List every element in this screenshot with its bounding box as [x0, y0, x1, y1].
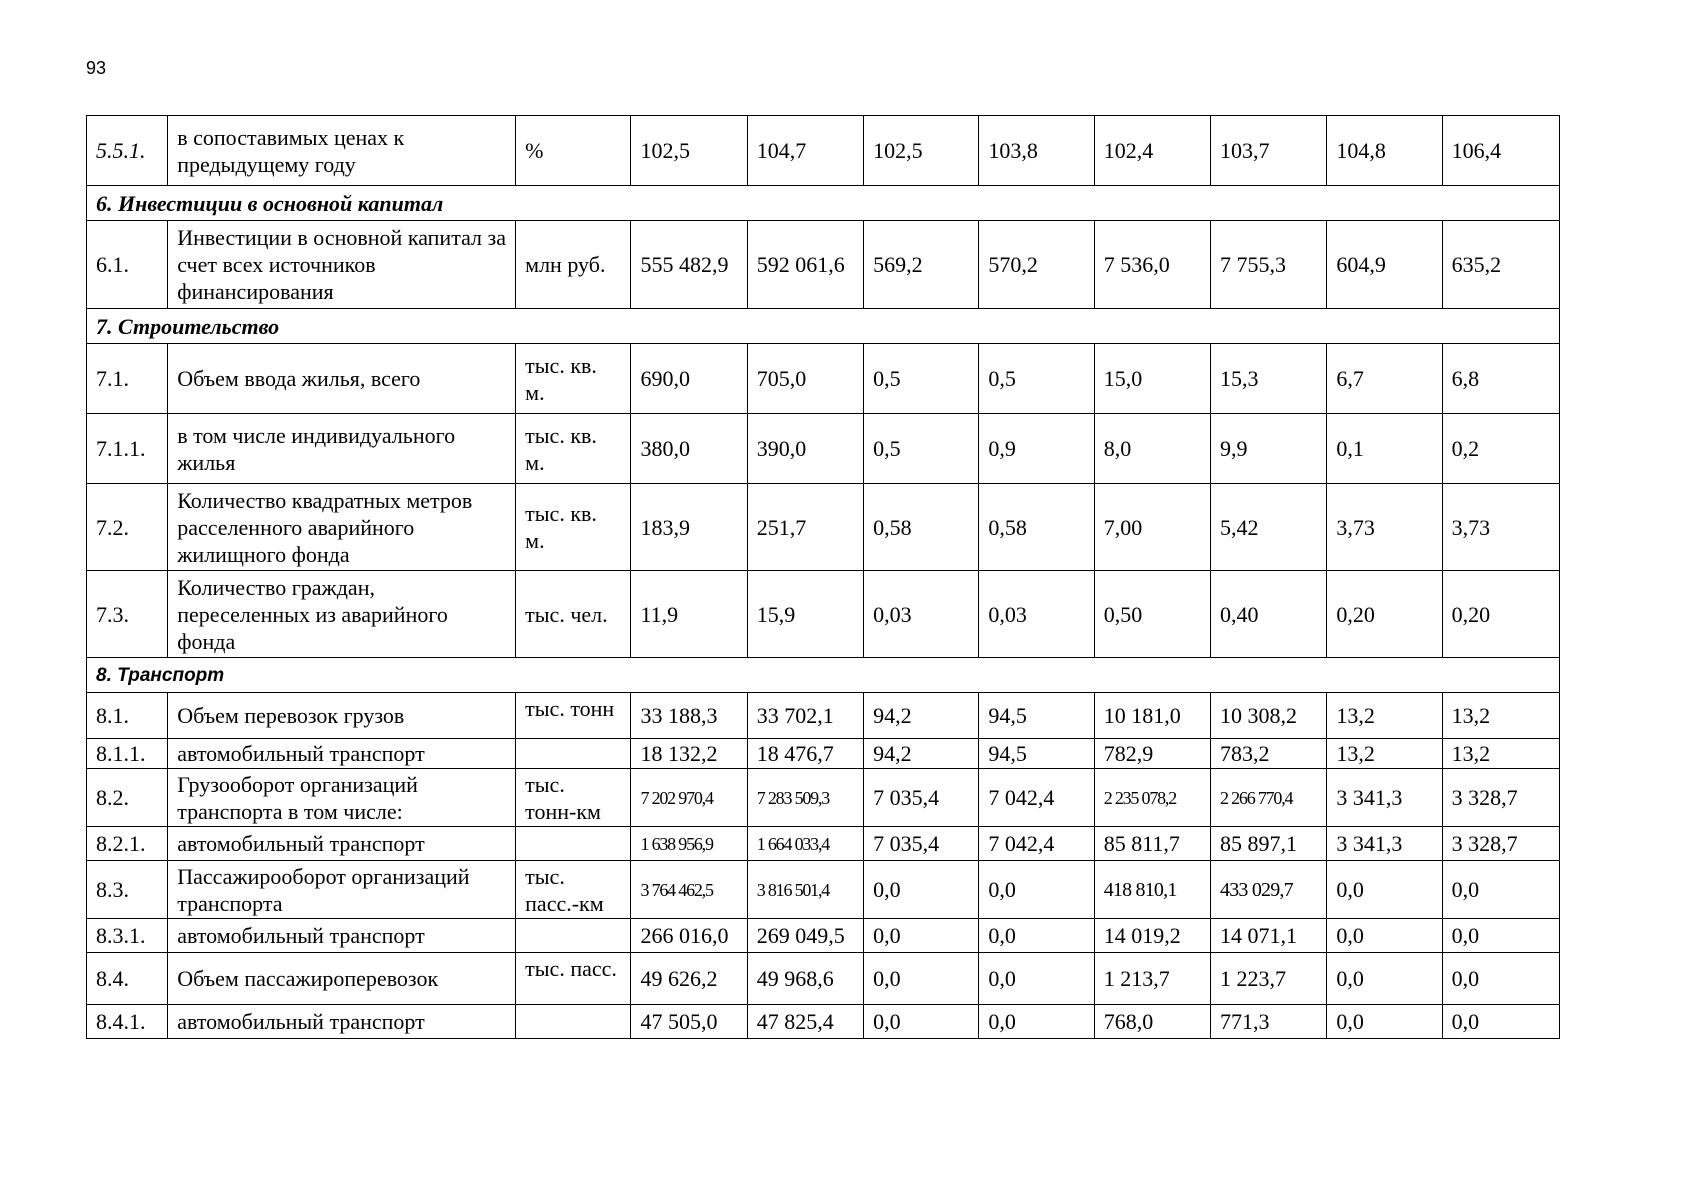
value-cell: 104,7 — [747, 116, 863, 186]
row-code: 7.1. — [87, 344, 168, 414]
value-cell: 592 061,6 — [747, 221, 863, 309]
section-row — [87, 309, 1560, 344]
value-cell: 9,9 — [1211, 414, 1327, 484]
row-code: 8.4.1. — [87, 1005, 168, 1039]
indicators-table — [86, 115, 1560, 1039]
value-cell: 7 042,4 — [979, 769, 1094, 827]
value-cell: 555 482,9 — [631, 221, 747, 309]
value-cell: 783,2 — [1211, 739, 1327, 769]
value-cell: 103,7 — [1211, 116, 1327, 186]
row-code: 6.1. — [87, 221, 168, 309]
value-cell: 0,58 — [864, 484, 979, 571]
row-name: Объем пассажироперевозок — [168, 953, 516, 1005]
table-row — [87, 344, 1560, 414]
row-unit — [516, 919, 631, 953]
value-cell: 1 638 956,9 — [640, 834, 713, 854]
value-cell: 13,2 — [1442, 693, 1559, 739]
value-cell: 266 016,0 — [631, 919, 747, 953]
row-unit: тыс. кв. м. — [516, 344, 631, 414]
value-cell: 10 308,2 — [1211, 693, 1327, 739]
value-cell: 18 132,2 — [631, 739, 747, 769]
row-code: 8.3.1. — [87, 919, 168, 953]
value-cell: 0,0 — [979, 1005, 1094, 1039]
value-cell: 13,2 — [1442, 739, 1559, 769]
row-name: Пассажирооборот организаций транспорта — [168, 861, 516, 919]
value-cell: 604,9 — [1327, 221, 1442, 309]
value-cell: 104,8 — [1327, 116, 1442, 186]
value-cell: 94,2 — [864, 739, 979, 769]
row-code: 8.1. — [87, 693, 168, 739]
row-unit — [516, 1005, 631, 1039]
value-cell: 705,0 — [747, 344, 863, 414]
value-cell: 0,03 — [864, 571, 979, 658]
value-cell: 0,0 — [864, 861, 979, 919]
value-cell: 0,5 — [864, 344, 979, 414]
row-unit: тыс. пасс. — [525, 956, 617, 981]
row-name: автомобильный транспорт — [168, 827, 516, 861]
value-cell: 8,0 — [1094, 414, 1210, 484]
table-row — [87, 861, 1560, 919]
value-cell: 380,0 — [631, 414, 747, 484]
value-cell: 0,0 — [979, 953, 1094, 1005]
row-code: 8.2.1. — [87, 827, 168, 861]
row-name: автомобильный транспорт — [168, 919, 516, 953]
section-row — [87, 186, 1560, 221]
table-row — [87, 116, 1560, 186]
row-code: 7.3. — [87, 571, 168, 658]
row-name: Инвестиции в основной капитал за счет всех источников финансирования — [168, 221, 516, 309]
value-cell: 7,00 — [1094, 484, 1210, 571]
value-cell: 49 968,6 — [747, 953, 863, 1005]
value-cell: 3 764 462,5 — [640, 880, 713, 900]
row-code: 8.4. — [87, 953, 168, 1005]
value-cell: 7 536,0 — [1094, 221, 1210, 309]
value-cell: 13,2 — [1327, 693, 1442, 739]
value-cell: 94,5 — [979, 693, 1094, 739]
value-cell: 0,0 — [1442, 861, 1559, 919]
value-cell: 106,4 — [1442, 116, 1559, 186]
value-cell: 7 035,4 — [864, 827, 979, 861]
value-cell: 251,7 — [747, 484, 863, 571]
value-cell: 6,8 — [1442, 344, 1559, 414]
value-cell: 13,2 — [1327, 739, 1442, 769]
value-cell: 390,0 — [747, 414, 863, 484]
value-cell: 102,4 — [1094, 116, 1210, 186]
value-cell: 49 626,2 — [631, 953, 747, 1005]
value-cell: 269 049,5 — [747, 919, 863, 953]
value-cell: 0,0 — [1442, 953, 1559, 1005]
value-cell: 7 283 509,3 — [756, 788, 830, 808]
table-row — [87, 221, 1560, 309]
row-name: автомобильный транспорт — [168, 1005, 516, 1039]
row-name: в том числе индивидуального жилья — [168, 414, 516, 484]
row-name: Объем перевозок грузов — [168, 693, 516, 739]
value-cell: 771,3 — [1211, 1005, 1327, 1039]
value-cell: 0,50 — [1094, 571, 1210, 658]
section-title: 8. Транспорт — [87, 658, 1560, 693]
row-name: Объем ввода жилья, всего — [168, 344, 516, 414]
row-code: 8.3. — [87, 861, 168, 919]
row-unit: тыс. тонн-км — [516, 769, 631, 827]
table-row — [87, 571, 1560, 658]
value-cell: 1 664 033,4 — [756, 834, 830, 854]
page-number: 93 — [86, 58, 107, 78]
value-cell: 690,0 — [631, 344, 747, 414]
value-cell: 18 476,7 — [747, 739, 863, 769]
value-cell: 102,5 — [864, 116, 979, 186]
row-unit — [516, 739, 631, 769]
value-cell: 0,0 — [1327, 861, 1442, 919]
row-unit: % — [516, 116, 631, 186]
value-cell: 0,03 — [979, 571, 1094, 658]
value-cell: 0,5 — [864, 414, 979, 484]
value-cell: 0,0 — [979, 861, 1094, 919]
value-cell: 11,9 — [631, 571, 747, 658]
value-cell: 0,20 — [1442, 571, 1559, 658]
value-cell: 0,20 — [1327, 571, 1442, 658]
value-cell: 0,0 — [864, 1005, 979, 1039]
row-code: 7.2. — [87, 484, 168, 571]
value-cell: 85 811,7 — [1094, 827, 1210, 861]
value-cell: 47 825,4 — [747, 1005, 863, 1039]
row-name: Количество квадратных метров расселенного аварийного жилищного фонда — [168, 484, 516, 571]
table-row — [87, 953, 1560, 1005]
row-unit: тыс. кв. м. — [516, 484, 631, 571]
row-code: 8.2. — [87, 769, 168, 827]
value-cell: 103,8 — [979, 116, 1094, 186]
value-cell: 0,5 — [979, 344, 1094, 414]
value-cell: 0,9 — [979, 414, 1094, 484]
value-cell: 0,0 — [864, 953, 979, 1005]
value-cell: 94,2 — [864, 693, 979, 739]
row-unit — [516, 827, 631, 861]
value-cell: 0,2 — [1442, 414, 1559, 484]
value-cell: 2 235 078,2 — [1103, 788, 1177, 808]
value-cell: 3,73 — [1442, 484, 1559, 571]
row-unit: тыс. кв. м. — [516, 414, 631, 484]
value-cell: 33 702,1 — [747, 693, 863, 739]
value-cell: 14 019,2 — [1094, 919, 1210, 953]
table-row — [87, 484, 1560, 571]
value-cell: 1 223,7 — [1211, 953, 1327, 1005]
value-cell: 0,0 — [979, 919, 1094, 953]
table-row — [87, 739, 1560, 769]
table-row — [87, 919, 1560, 953]
value-cell: 85 897,1 — [1211, 827, 1327, 861]
section-row — [87, 658, 1560, 693]
table-row — [87, 769, 1560, 827]
value-cell: 569,2 — [864, 221, 979, 309]
row-code: 5.5.1. — [87, 116, 168, 186]
value-cell: 7 755,3 — [1211, 221, 1327, 309]
value-cell: 10 181,0 — [1094, 693, 1210, 739]
value-cell: 0,0 — [1327, 953, 1442, 1005]
value-cell: 0,58 — [979, 484, 1094, 571]
row-name: Количество граждан, переселенных из аварийного фонда — [168, 571, 516, 658]
value-cell: 635,2 — [1442, 221, 1559, 309]
value-cell: 47 505,0 — [631, 1005, 747, 1039]
section-title: 7. Строительство — [87, 309, 1560, 344]
row-unit: тыс. пасс.-км — [516, 861, 631, 919]
value-cell: 3,73 — [1327, 484, 1442, 571]
value-cell: 183,9 — [631, 484, 747, 571]
value-cell: 0,0 — [1442, 919, 1559, 953]
value-cell: 3 328,7 — [1442, 769, 1559, 827]
row-name: в сопоставимых ценах к предыдущему году — [168, 116, 516, 186]
row-unit: млн руб. — [516, 221, 631, 309]
value-cell: 7 042,4 — [979, 827, 1094, 861]
value-cell: 15,0 — [1094, 344, 1210, 414]
value-cell: 14 071,1 — [1211, 919, 1327, 953]
section-title: 6. Инвестиции в основной капитал — [87, 186, 1560, 221]
value-cell: 768,0 — [1094, 1005, 1210, 1039]
row-code: 7.1.1. — [87, 414, 168, 484]
value-cell: 5,42 — [1211, 484, 1327, 571]
value-cell: 433 029,7 — [1220, 879, 1293, 901]
value-cell: 0,0 — [1442, 1005, 1559, 1039]
row-name: Грузооборот организаций транспорта в том числе: — [168, 769, 516, 827]
value-cell: 570,2 — [979, 221, 1094, 309]
value-cell: 0,0 — [1327, 1005, 1442, 1039]
value-cell: 3 341,3 — [1327, 827, 1442, 861]
value-cell: 0,1 — [1327, 414, 1442, 484]
value-cell: 7 202 970,4 — [640, 788, 713, 808]
value-cell: 0,0 — [864, 919, 979, 953]
row-unit: тыс. чел. — [516, 571, 631, 658]
value-cell: 0,0 — [1327, 919, 1442, 953]
value-cell: 15,3 — [1211, 344, 1327, 414]
value-cell: 102,5 — [631, 116, 747, 186]
value-cell: 33 188,3 — [631, 693, 747, 739]
value-cell: 94,5 — [979, 739, 1094, 769]
value-cell: 3 328,7 — [1442, 827, 1559, 861]
value-cell: 0,40 — [1211, 571, 1327, 658]
value-cell: 3 816 501,4 — [756, 880, 830, 900]
table-row — [87, 1005, 1560, 1039]
table-row — [87, 827, 1560, 861]
value-cell: 15,9 — [747, 571, 863, 658]
value-cell: 6,7 — [1327, 344, 1442, 414]
value-cell: 2 266 770,4 — [1220, 788, 1293, 808]
value-cell: 1 213,7 — [1094, 953, 1210, 1005]
row-name: автомобильный транспорт — [168, 739, 516, 769]
value-cell: 782,9 — [1094, 739, 1210, 769]
value-cell: 3 341,3 — [1327, 769, 1442, 827]
value-cell: 7 035,4 — [864, 769, 979, 827]
row-code: 8.1.1. — [87, 739, 168, 769]
table-row — [87, 414, 1560, 484]
value-cell: 418 810,1 — [1103, 879, 1177, 901]
row-unit: тыс. тонн — [525, 696, 615, 721]
table-row — [87, 693, 1560, 739]
